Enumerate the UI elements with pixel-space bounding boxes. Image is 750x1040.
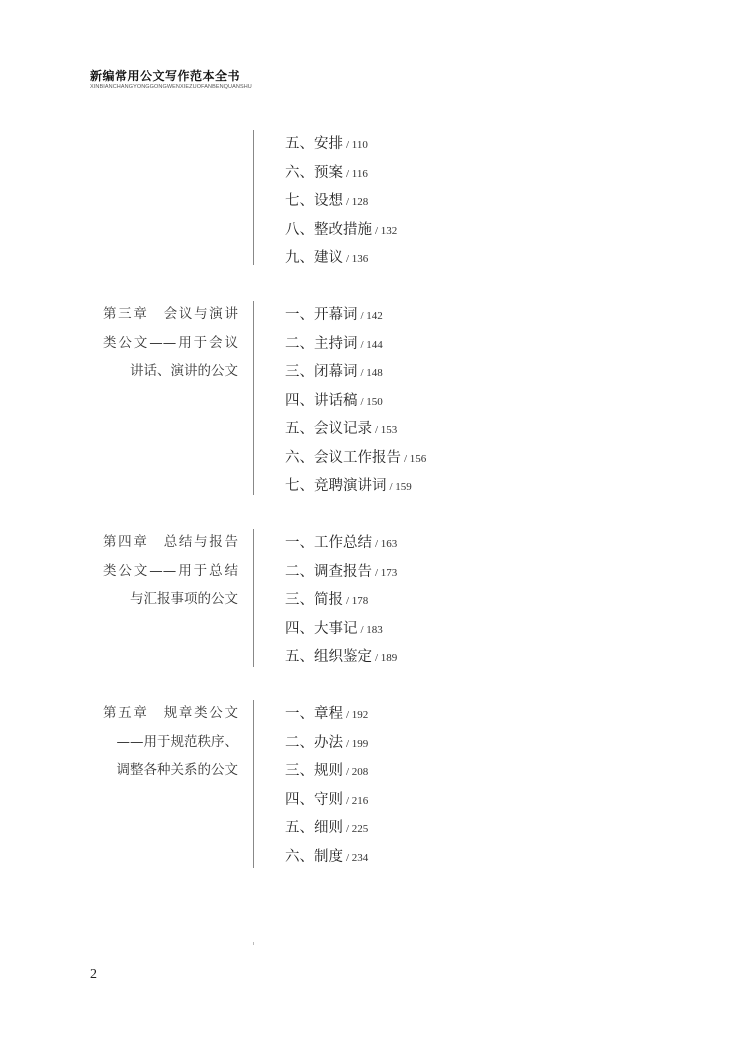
toc-entry[interactable] (285, 814, 368, 843)
toc-entry-page: / 148 (360, 367, 383, 379)
chapter-heading-line: 第三章 会议与演讲 (103, 306, 238, 322)
toc-entry[interactable] (285, 757, 368, 786)
toc-entry-page: / 142 (360, 310, 383, 322)
toc-entry-title: 一、章程 (285, 706, 343, 722)
toc-entry[interactable] (285, 586, 397, 615)
chapter-heading-line: 类公文——用于会议 (103, 334, 238, 351)
toc-entry[interactable] (285, 529, 397, 558)
chapter-heading (103, 528, 238, 614)
toc-entry-page: / 225 (346, 823, 369, 835)
toc-entry-title: 一、开幕词 (285, 307, 358, 323)
toc-entry-title: 七、设想 (285, 193, 343, 209)
section-divider-line (253, 529, 254, 667)
toc-entry-page: / 234 (346, 851, 369, 864)
toc-entry-page: / 110 (346, 139, 368, 151)
book-title-pinyin: XINBIANCHANGYONGGONGWENXIEZUOFANBENQUANSHU (90, 84, 252, 90)
chapter-heading-line: 类公文——用于总结 (103, 562, 238, 579)
toc-entry[interactable] (285, 358, 426, 387)
chapter-heading (103, 300, 238, 386)
toc-entry[interactable] (285, 159, 397, 188)
toc-entry[interactable] (285, 786, 368, 815)
toc-entry-title: 六、预案 (285, 164, 343, 181)
toc-entry-page: / 183 (360, 623, 383, 636)
toc-entry-page: / 216 (346, 794, 369, 807)
toc-entry-title: 四、守则 (285, 791, 343, 808)
toc-entry-page: / 150 (360, 395, 383, 408)
toc-entry-page: / 132 (375, 224, 398, 237)
chapter-heading-line: 讲话、演讲的公文 (130, 363, 238, 379)
chapter-heading-line: 第四章 总结与报告 (103, 534, 238, 550)
toc-entry[interactable] (285, 558, 397, 587)
toc-entry-title: 二、调查报告 (285, 563, 372, 580)
toc-entry[interactable] (285, 387, 426, 416)
section-divider-line (253, 301, 254, 495)
toc-entry-title: 九、建议 (285, 250, 343, 266)
toc-entry-title: 五、会议记录 (285, 421, 372, 437)
toc-entry-list (285, 130, 397, 273)
toc-entry-page: / 192 (346, 709, 369, 721)
toc-entry-list (285, 700, 368, 871)
toc-entry-page: / 116 (346, 167, 368, 180)
toc-entry[interactable] (285, 330, 426, 359)
toc-entry[interactable] (285, 444, 426, 473)
toc-entry-page: / 128 (346, 196, 369, 208)
toc-entry-title: 五、组织鉴定 (285, 649, 372, 665)
toc-entry-title: 六、会议工作报告 (285, 449, 401, 466)
section-divider-line (253, 700, 254, 868)
toc-entry-page: / 199 (346, 737, 369, 750)
toc-entry-title: 五、细则 (285, 820, 343, 836)
toc-entry[interactable] (285, 216, 397, 245)
toc-entry-title: 五、安排 (285, 136, 343, 152)
chapter-heading-line: 第五章 规章类公文 (103, 705, 238, 721)
toc-entry[interactable] (285, 843, 368, 872)
page-number: 2 (90, 967, 97, 982)
toc-entry-title: 二、主持词 (285, 335, 358, 352)
book-title: 新编常用公文写作范本全书 (90, 69, 241, 83)
decorative-mark (253, 942, 254, 945)
toc-entry-list (285, 529, 397, 672)
chapter-heading-line: ——用于规范秩序、 (116, 733, 238, 750)
toc-entry-title: 三、简报 (285, 592, 343, 608)
toc-entry[interactable] (285, 472, 426, 501)
toc-entry-page: / 208 (346, 766, 369, 778)
toc-entry-title: 六、制度 (285, 848, 343, 865)
toc-entry-page: / 156 (404, 452, 427, 465)
toc-entry-title: 七、竞聘演讲词 (285, 478, 387, 494)
toc-entry-title: 二、办法 (285, 734, 343, 751)
toc-entry-page: / 173 (375, 566, 398, 579)
toc-entry-page: / 144 (360, 338, 383, 351)
toc-entry-page: / 163 (375, 538, 398, 550)
chapter-heading-line: 调整各种关系的公文 (116, 762, 238, 778)
toc-entry-page: / 153 (375, 424, 398, 436)
toc-entry[interactable] (285, 700, 368, 729)
toc-entry[interactable] (285, 130, 397, 159)
toc-entry[interactable] (285, 301, 426, 330)
toc-entry-page: / 178 (346, 595, 369, 607)
toc-entry-title: 八、整改措施 (285, 221, 372, 238)
toc-entry[interactable] (285, 643, 397, 672)
toc-entry-page: / 136 (346, 253, 369, 265)
toc-entry-page: / 189 (375, 652, 398, 664)
chapter-heading (103, 699, 238, 785)
chapter-heading-line: 与汇报事项的公文 (130, 591, 238, 607)
toc-entry[interactable] (285, 244, 397, 273)
toc-entry[interactable] (285, 187, 397, 216)
toc-entry[interactable] (285, 729, 368, 758)
section-divider-line (253, 130, 254, 265)
toc-entry-title: 四、讲话稿 (285, 392, 358, 409)
toc-entry-title: 三、规则 (285, 763, 343, 779)
toc-entry-list (285, 301, 426, 501)
toc-entry-title: 三、闭幕词 (285, 364, 358, 380)
toc-entry-title: 四、大事记 (285, 620, 358, 637)
toc-entry[interactable] (285, 615, 397, 644)
toc-entry-title: 一、工作总结 (285, 535, 372, 551)
toc-entry-page: / 159 (389, 481, 412, 493)
toc-entry[interactable] (285, 415, 426, 444)
